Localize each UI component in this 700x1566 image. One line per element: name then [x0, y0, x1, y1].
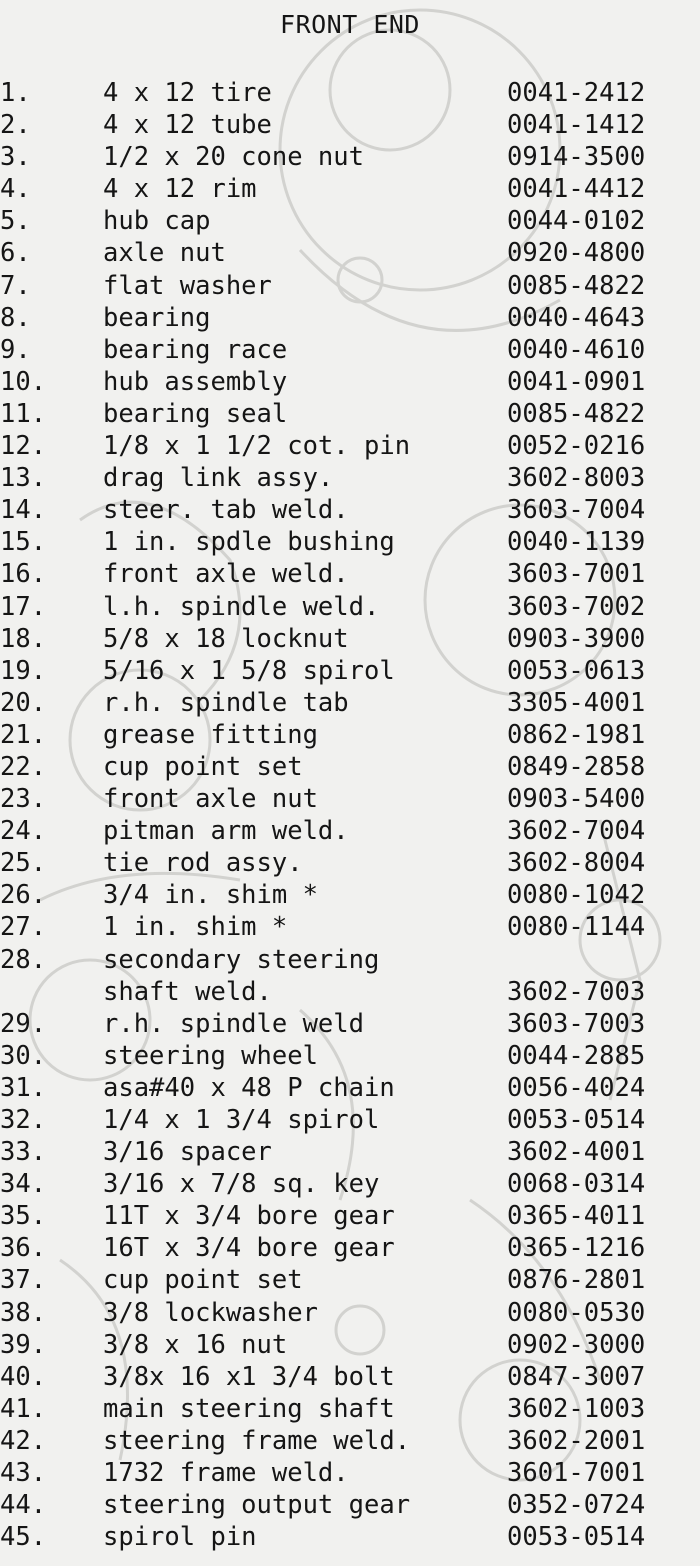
part-number: 3603-7003: [507, 1008, 646, 1039]
part-number: 0040-4610: [507, 334, 646, 365]
parts-list: [0, 77, 700, 1553]
part-description: 3/16 spacer: [103, 1137, 272, 1168]
part-description: axle nut: [103, 238, 226, 269]
part-number: 0876-2801: [507, 1265, 646, 1296]
part-number-index: 40.: [0, 1361, 47, 1392]
part-number: 0053-0514: [507, 1105, 646, 1135]
part-description: steering frame weld.: [103, 1425, 411, 1456]
part-description: 3/8 x 16 nut: [103, 1329, 288, 1360]
part-number: 0080-1042: [507, 880, 646, 911]
part-number-index: 11.: [0, 398, 47, 429]
part-number-index: 7.: [0, 270, 31, 301]
part-number-index: 22.: [0, 751, 47, 782]
part-number: 0044-0102: [507, 206, 646, 237]
part-row: [0, 783, 700, 815]
part-number-index: 14.: [0, 495, 47, 526]
part-row: [0, 494, 700, 526]
part-number: 0053-0613: [507, 655, 646, 686]
part-number-index: 16.: [0, 559, 47, 590]
part-row: [0, 430, 700, 462]
part-number-index: 1.: [0, 78, 31, 108]
part-number: 3601-7001: [507, 1458, 646, 1489]
part-number: 3603-7004: [507, 495, 646, 526]
part-number-index: 21.: [0, 719, 47, 750]
part-number: 0041-1412: [507, 110, 646, 141]
part-row: [0, 1329, 700, 1361]
part-row: [0, 1104, 700, 1136]
part-number-index: 10.: [0, 366, 47, 397]
part-row: [0, 623, 700, 655]
part-number: 0352-0724: [507, 1490, 646, 1521]
part-number-index: 27.: [0, 912, 47, 943]
part-row: [0, 302, 700, 334]
part-number: 3602-8003: [507, 463, 646, 494]
part-description: bearing seal: [103, 398, 288, 429]
part-number: 3602-4001: [507, 1137, 646, 1168]
part-number-index: 20.: [0, 687, 47, 718]
part-description: bearing: [103, 302, 211, 333]
part-row: [0, 334, 700, 366]
part-row: [0, 77, 700, 109]
part-number-index: 41.: [0, 1393, 47, 1424]
part-row: [0, 1361, 700, 1393]
part-number-index: 2.: [0, 110, 31, 141]
part-description: r.h. spindle tab: [103, 687, 349, 718]
part-description: flat washer: [103, 270, 272, 301]
part-number-index: 9.: [0, 334, 31, 365]
part-description: secondary steering: [103, 944, 380, 975]
part-row: [0, 719, 700, 751]
part-description: pitman arm weld.: [103, 816, 349, 847]
part-number-index: 33.: [0, 1137, 47, 1168]
part-number-index: 44.: [0, 1490, 47, 1521]
part-number-index: 35.: [0, 1201, 47, 1232]
part-row: [0, 1425, 700, 1457]
part-description: 1732 frame weld.: [103, 1458, 349, 1489]
part-row: [0, 173, 700, 205]
part-number: 0053-0514: [507, 1522, 646, 1553]
part-number-index: 4.: [0, 174, 31, 205]
part-description: 3/8x 16 x1 3/4 bolt: [103, 1361, 395, 1392]
part-description: 1/2 x 20 cone nut: [103, 142, 364, 173]
part-row: [0, 558, 700, 590]
part-number-index: 3.: [0, 142, 31, 173]
part-number-index: 32.: [0, 1105, 47, 1135]
part-description: 3/8 lockwasher: [103, 1297, 318, 1328]
part-description: drag link assy.: [103, 463, 334, 494]
part-number: 3603-7002: [507, 591, 646, 622]
part-description: steering output gear: [103, 1490, 411, 1521]
part-number: 0080-1144: [507, 912, 646, 943]
part-row: [0, 462, 700, 494]
part-description: hub cap: [103, 206, 211, 237]
part-number-index: 45.: [0, 1522, 47, 1553]
part-row: [0, 1489, 700, 1521]
part-number: 0903-3900: [507, 623, 646, 654]
part-description: spirol pin: [103, 1522, 257, 1553]
part-row: [0, 1457, 700, 1489]
part-description: 4 x 12 rim: [103, 174, 257, 205]
part-number: 0068-0314: [507, 1169, 646, 1200]
part-row: [0, 526, 700, 558]
part-row: [0, 687, 700, 719]
part-number-index: 18.: [0, 623, 47, 654]
part-number: 3603-7001: [507, 559, 646, 590]
part-number: 0847-3007: [507, 1361, 646, 1392]
part-description: grease fitting: [103, 719, 318, 750]
part-number-index: 29.: [0, 1008, 47, 1039]
part-row: [0, 847, 700, 879]
part-row: [0, 1136, 700, 1168]
part-number: 0052-0216: [507, 431, 646, 462]
part-row: [0, 1232, 700, 1264]
part-number: 3602-8004: [507, 848, 646, 879]
part-number: 0085-4822: [507, 398, 646, 429]
part-description: front axle weld.: [103, 559, 349, 590]
part-number: 0080-0530: [507, 1297, 646, 1328]
part-number: 0849-2858: [507, 751, 646, 782]
part-row: [0, 205, 700, 237]
part-row: [0, 879, 700, 911]
page-title: FRONT END: [280, 10, 420, 39]
part-number-index: 42.: [0, 1425, 47, 1456]
part-description: bearing race: [103, 334, 288, 365]
part-description: 3/16 x 7/8 sq. key: [103, 1169, 380, 1200]
part-number-index: 43.: [0, 1458, 47, 1489]
part-description: 4 x 12 tube: [103, 110, 272, 141]
part-description: steer. tab weld.: [103, 495, 349, 526]
part-number-index: 28.: [0, 944, 47, 975]
part-number: 0040-4643: [507, 302, 646, 333]
part-number-index: 15.: [0, 527, 47, 558]
part-description: l.h. spindle weld.: [103, 591, 380, 622]
part-row: [0, 751, 700, 783]
part-number: 0862-1981: [507, 719, 646, 750]
part-number: 0365-1216: [507, 1233, 646, 1264]
part-description: asa#40 x 48 P chain: [103, 1072, 395, 1103]
part-number: 0041-2412: [507, 78, 646, 108]
part-number-index: 6.: [0, 238, 31, 269]
part-number-index: 31.: [0, 1072, 47, 1103]
part-row: [0, 1297, 700, 1329]
part-description: 1 in. spdle bushing: [103, 527, 395, 558]
part-description: 16T x 3/4 bore gear: [103, 1233, 395, 1264]
part-number-index: 39.: [0, 1329, 47, 1360]
part-row: [0, 976, 700, 1008]
part-description: shaft weld.: [103, 976, 272, 1007]
part-number-index: 38.: [0, 1297, 47, 1328]
part-number-index: 26.: [0, 880, 47, 911]
part-number: 0040-1139: [507, 527, 646, 558]
part-number-index: 17.: [0, 591, 47, 622]
part-number-index: 5.: [0, 206, 31, 237]
part-row: [0, 237, 700, 269]
part-number: 0056-4024: [507, 1072, 646, 1103]
part-row: [0, 1040, 700, 1072]
part-description: cup point set: [103, 751, 303, 782]
part-description: 1/4 x 1 3/4 spirol: [103, 1105, 380, 1135]
part-number: 0914-3500: [507, 142, 646, 173]
part-row: [0, 815, 700, 847]
part-row: [0, 591, 700, 623]
part-number: 0902-3000: [507, 1329, 646, 1360]
part-description: front axle nut: [103, 784, 318, 815]
part-description: 1/8 x 1 1/2 cot. pin: [103, 431, 411, 462]
part-number: 0041-0901: [507, 366, 646, 397]
part-number-index: 24.: [0, 816, 47, 847]
part-description: 11T x 3/4 bore gear: [103, 1201, 395, 1232]
part-description: r.h. spindle weld: [103, 1008, 364, 1039]
part-description: 3/4 in. shim *: [103, 880, 318, 911]
part-description: 4 x 12 tire: [103, 78, 272, 108]
part-number: 0365-4011: [507, 1201, 646, 1232]
part-row: [0, 1168, 700, 1200]
part-number: 3602-2001: [507, 1425, 646, 1456]
part-row: [0, 1264, 700, 1296]
part-row: [0, 141, 700, 173]
part-description: 5/8 x 18 locknut: [103, 623, 349, 654]
part-description: hub assembly: [103, 366, 288, 397]
part-number: 3602-7003: [507, 976, 646, 1007]
part-description: 5/16 x 1 5/8 spirol: [103, 655, 395, 686]
part-number-index: 36.: [0, 1233, 47, 1264]
part-number-index: 30.: [0, 1040, 47, 1071]
part-row: [0, 1521, 700, 1553]
part-row: [0, 1008, 700, 1040]
part-number-index: 34.: [0, 1169, 47, 1200]
part-number-index: 25.: [0, 848, 47, 879]
part-description: tie rod assy.: [103, 848, 303, 879]
part-description: cup point set: [103, 1265, 303, 1296]
part-description: main steering shaft: [103, 1393, 395, 1424]
part-row: [0, 109, 700, 141]
part-number: 3602-7004: [507, 816, 646, 847]
part-row: [0, 1393, 700, 1425]
part-row: [0, 655, 700, 687]
part-number-index: 37.: [0, 1265, 47, 1296]
part-number: 3602-1003: [507, 1393, 646, 1424]
part-row: [0, 911, 700, 943]
part-number: 0903-5400: [507, 784, 646, 815]
part-number-index: 19.: [0, 655, 47, 686]
part-number-index: 8.: [0, 302, 31, 333]
part-number-index: 12.: [0, 431, 47, 462]
part-row: [0, 1072, 700, 1104]
part-description: 1 in. shim *: [103, 912, 288, 943]
part-number: 3305-4001: [507, 687, 646, 718]
part-description: steering wheel: [103, 1040, 318, 1071]
part-row: [0, 366, 700, 398]
part-row: [0, 1200, 700, 1232]
part-number-index: 13.: [0, 463, 47, 494]
part-number-index: 23.: [0, 784, 47, 815]
part-number: 0041-4412: [507, 174, 646, 205]
part-row: [0, 944, 700, 976]
part-number: 0920-4800: [507, 238, 646, 269]
part-row: [0, 398, 700, 430]
part-number: 0044-2885: [507, 1040, 646, 1071]
part-row: [0, 270, 700, 302]
part-number: 0085-4822: [507, 270, 646, 301]
